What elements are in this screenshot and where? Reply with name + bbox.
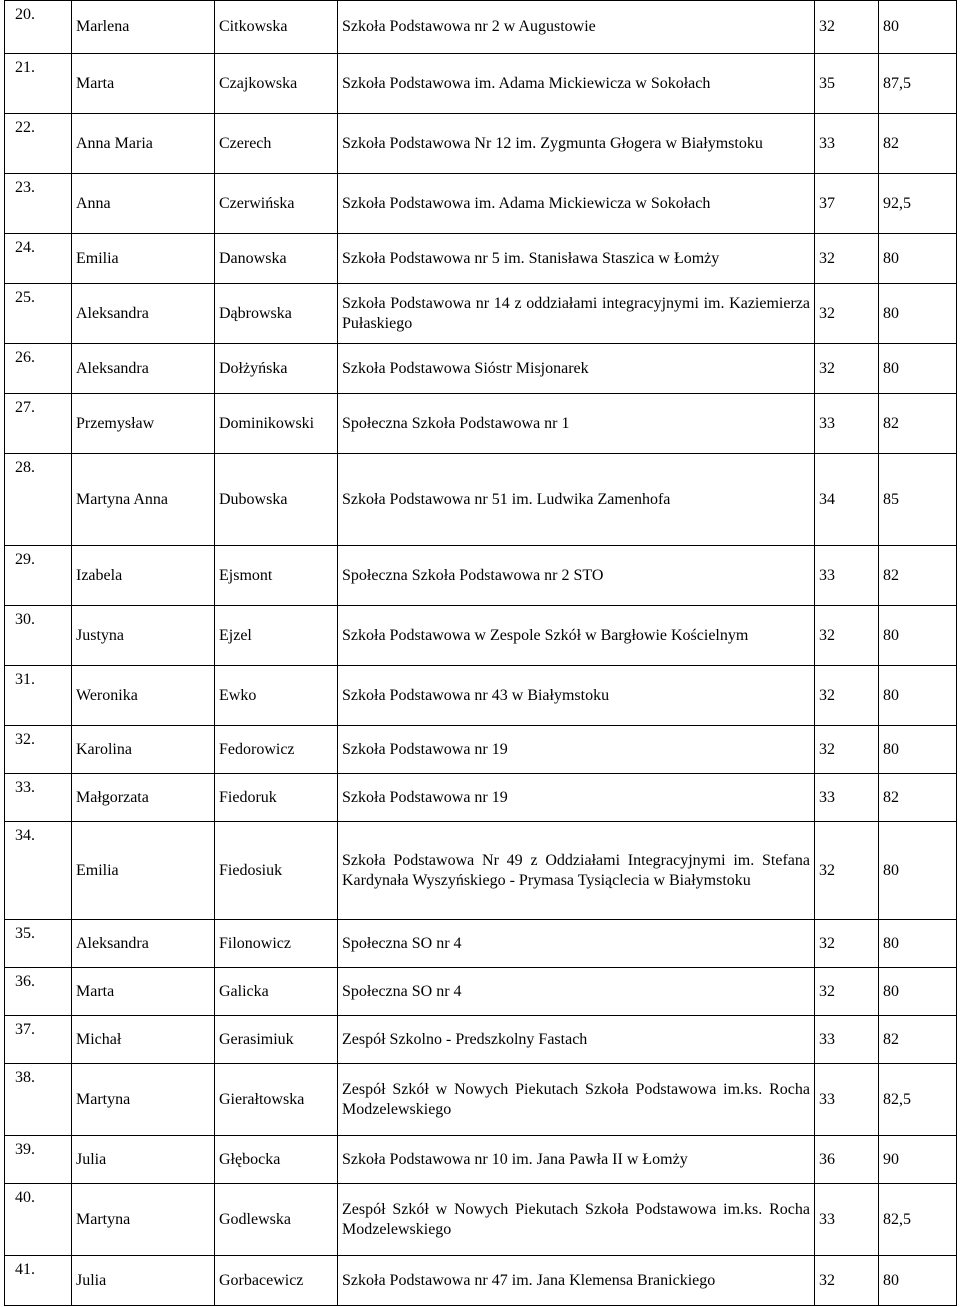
table-row: [5, 234, 957, 284]
row-number: 38.: [5, 1064, 72, 1136]
row-number: 26.: [5, 344, 72, 394]
row-number: 32.: [5, 726, 72, 774]
school-name: Zespół Szkół w Nowych Piekutach Szkoła Podstawowa im.ks. Rocha Modzelewskiego: [338, 1064, 815, 1136]
percent: 82: [879, 114, 957, 174]
table-row: [5, 666, 957, 726]
row-number: 31.: [5, 666, 72, 726]
score: 33: [815, 1064, 879, 1136]
first-name: Aleksandra: [72, 344, 215, 394]
table-row: [5, 1064, 957, 1136]
table-row: [5, 1184, 957, 1256]
row-number: 36.: [5, 968, 72, 1016]
score: 32: [815, 822, 879, 920]
score: 32: [815, 234, 879, 284]
percent: 82,5: [879, 1184, 957, 1256]
table-row: [5, 394, 957, 454]
percent: 85: [879, 454, 957, 546]
row-number: 29.: [5, 546, 72, 606]
percent: 82,5: [879, 1064, 957, 1136]
school-name: Szkoła Podstawowa nr 14 z oddziałami integracyjnymi im. Kaziemierza Pułaskiego: [338, 284, 815, 344]
percent: 82: [879, 546, 957, 606]
school-name: Szkoła Podstawowa im. Adama Mickiewicza w Sokołach: [338, 174, 815, 234]
percent: 80: [879, 1256, 957, 1306]
percent: 82: [879, 774, 957, 822]
score: 33: [815, 546, 879, 606]
school-name: Zespół Szkół w Nowych Piekutach Szkoła Podstawowa im.ks. Rocha Modzelewskiego: [338, 1184, 815, 1256]
school-name: Szkoła Podstawowa nr 19: [338, 726, 815, 774]
table-row: [5, 774, 957, 822]
school-name: Szkoła Podstawowa w Zespole Szkół w Bargłowie Kościelnym: [338, 606, 815, 666]
first-name: Przemysław: [72, 394, 215, 454]
percent: 80: [879, 284, 957, 344]
first-name: Michał: [72, 1016, 215, 1064]
table-row: [5, 1, 957, 54]
score: 32: [815, 606, 879, 666]
score: 32: [815, 1256, 879, 1306]
table-row: [5, 920, 957, 968]
score: 32: [815, 284, 879, 344]
percent: 80: [879, 344, 957, 394]
percent: 80: [879, 1, 957, 54]
percent: 80: [879, 606, 957, 666]
row-number: 39.: [5, 1136, 72, 1184]
first-name: Anna Maria: [72, 114, 215, 174]
school-name: Szkoła Podstawowa nr 5 im. Stanisława Staszica w Łomży: [338, 234, 815, 284]
percent: 80: [879, 666, 957, 726]
school-name: Szkoła Podstawowa nr 19: [338, 774, 815, 822]
last-name: Citkowska: [215, 1, 338, 54]
percent: 87,5: [879, 54, 957, 114]
school-name: Społeczna SO nr 4: [338, 968, 815, 1016]
last-name: Dominikowski: [215, 394, 338, 454]
percent: 82: [879, 1016, 957, 1064]
table-row: [5, 726, 957, 774]
row-number: 35.: [5, 920, 72, 968]
row-number: 41.: [5, 1256, 72, 1306]
first-name: Marta: [72, 54, 215, 114]
percent: 80: [879, 968, 957, 1016]
first-name: Karolina: [72, 726, 215, 774]
last-name: Dubowska: [215, 454, 338, 546]
last-name: Fiedosiuk: [215, 822, 338, 920]
school-name: Szkoła Podstawowa Nr 12 im. Zygmunta Głogera w Białymstoku: [338, 114, 815, 174]
row-number: 25.: [5, 284, 72, 344]
first-name: Justyna: [72, 606, 215, 666]
last-name: Ewko: [215, 666, 338, 726]
score: 33: [815, 114, 879, 174]
row-number: 40.: [5, 1184, 72, 1256]
school-name: Społeczna Szkoła Podstawowa nr 1: [338, 394, 815, 454]
last-name: Dąbrowska: [215, 284, 338, 344]
first-name: Julia: [72, 1256, 215, 1306]
first-name: Aleksandra: [72, 920, 215, 968]
table-row: [5, 822, 957, 920]
first-name: Julia: [72, 1136, 215, 1184]
row-number: 23.: [5, 174, 72, 234]
last-name: Czerwińska: [215, 174, 338, 234]
percent: 92,5: [879, 174, 957, 234]
last-name: Danowska: [215, 234, 338, 284]
score: 33: [815, 394, 879, 454]
score: 32: [815, 666, 879, 726]
table-row: [5, 114, 957, 174]
percent: 80: [879, 822, 957, 920]
score: 33: [815, 774, 879, 822]
first-name: Marlena: [72, 1, 215, 54]
row-number: 27.: [5, 394, 72, 454]
last-name: Ejzel: [215, 606, 338, 666]
table-row: [5, 344, 957, 394]
percent: 80: [879, 726, 957, 774]
last-name: Galicka: [215, 968, 338, 1016]
row-number: 33.: [5, 774, 72, 822]
last-name: Ejsmont: [215, 546, 338, 606]
table-row: [5, 1256, 957, 1306]
row-number: 28.: [5, 454, 72, 546]
school-name: Szkoła Podstawowa nr 2 w Augustowie: [338, 1, 815, 54]
last-name: Gorbacewicz: [215, 1256, 338, 1306]
table-row: [5, 546, 957, 606]
first-name: Anna: [72, 174, 215, 234]
row-number: 22.: [5, 114, 72, 174]
first-name: Aleksandra: [72, 284, 215, 344]
school-name: Społeczna Szkoła Podstawowa nr 2 STO: [338, 546, 815, 606]
row-number: 37.: [5, 1016, 72, 1064]
table-row: [5, 1016, 957, 1064]
first-name: Emilia: [72, 234, 215, 284]
last-name: Gerasimiuk: [215, 1016, 338, 1064]
table-row: [5, 454, 957, 546]
last-name: Czajkowska: [215, 54, 338, 114]
school-name: Społeczna SO nr 4: [338, 920, 815, 968]
percent: 80: [879, 920, 957, 968]
last-name: Fiedoruk: [215, 774, 338, 822]
school-name: Szkoła Podstawowa nr 51 im. Ludwika Zamenhofa: [338, 454, 815, 546]
score: 32: [815, 920, 879, 968]
score: 32: [815, 344, 879, 394]
row-number: 30.: [5, 606, 72, 666]
score: 33: [815, 1016, 879, 1064]
school-name: Szkoła Podstawowa Nr 49 z Oddziałami Integracyjnymi im. Stefana Kardynała Wyszyńskiego - Prymasa Tysiąclecia w Białymstoku: [338, 822, 815, 920]
school-name: Szkoła Podstawowa nr 47 im. Jana Klemensa Branickiego: [338, 1256, 815, 1306]
last-name: Czerech: [215, 114, 338, 174]
last-name: Gierałtowska: [215, 1064, 338, 1136]
table-row: [5, 1136, 957, 1184]
last-name: Filonowicz: [215, 920, 338, 968]
last-name: Głębocka: [215, 1136, 338, 1184]
score: 34: [815, 454, 879, 546]
percent: 80: [879, 234, 957, 284]
table-row: [5, 968, 957, 1016]
results-table: [4, 0, 957, 1306]
score: 37: [815, 174, 879, 234]
row-number: 20.: [5, 1, 72, 54]
first-name: Martyna Anna: [72, 454, 215, 546]
last-name: Godlewska: [215, 1184, 338, 1256]
score: 36: [815, 1136, 879, 1184]
school-name: Szkoła Podstawowa Sióstr Misjonarek: [338, 344, 815, 394]
first-name: Małgorzata: [72, 774, 215, 822]
row-number: 21.: [5, 54, 72, 114]
score: 32: [815, 968, 879, 1016]
school-name: Zespół Szkolno - Predszkolny Fastach: [338, 1016, 815, 1064]
score: 32: [815, 1, 879, 54]
school-name: Szkoła Podstawowa im. Adama Mickiewicza w Sokołach: [338, 54, 815, 114]
row-number: 24.: [5, 234, 72, 284]
table-row: [5, 606, 957, 666]
first-name: Izabela: [72, 546, 215, 606]
score: 35: [815, 54, 879, 114]
percent: 82: [879, 394, 957, 454]
last-name: Dołżyńska: [215, 344, 338, 394]
table-row: [5, 54, 957, 114]
last-name: Fedorowicz: [215, 726, 338, 774]
table-row: [5, 174, 957, 234]
school-name: Szkoła Podstawowa nr 10 im. Jana Pawła II w Łomży: [338, 1136, 815, 1184]
table-row: [5, 284, 957, 344]
first-name: Weronika: [72, 666, 215, 726]
score: 32: [815, 726, 879, 774]
school-name: Szkoła Podstawowa nr 43 w Białymstoku: [338, 666, 815, 726]
first-name: Martyna: [72, 1184, 215, 1256]
row-number: 34.: [5, 822, 72, 920]
score: 33: [815, 1184, 879, 1256]
first-name: Marta: [72, 968, 215, 1016]
first-name: Martyna: [72, 1064, 215, 1136]
percent: 90: [879, 1136, 957, 1184]
first-name: Emilia: [72, 822, 215, 920]
